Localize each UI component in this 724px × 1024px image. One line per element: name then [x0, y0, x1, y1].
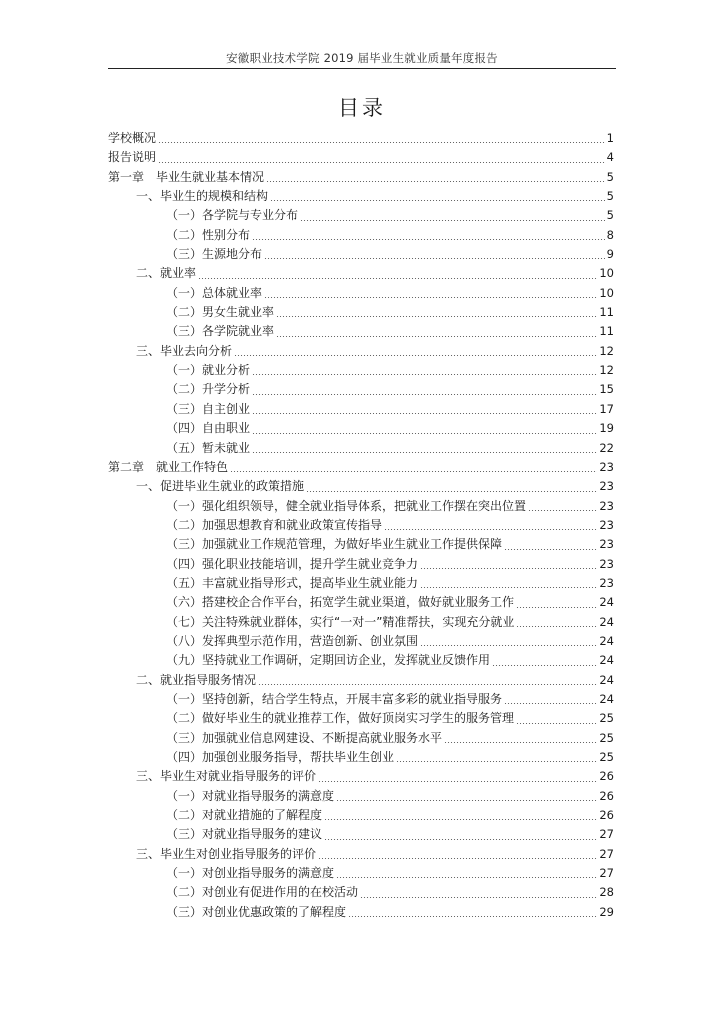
- toc-page-number: 5: [606, 169, 614, 184]
- toc-page-number: 27: [599, 866, 614, 881]
- toc-entry[interactable]: [108, 303, 614, 322]
- toc-dot-leader: [318, 858, 597, 859]
- toc-entry[interactable]: [108, 264, 614, 283]
- toc-page-number: 25: [599, 711, 614, 726]
- toc-entry[interactable]: [108, 690, 614, 709]
- toc-entry-label: （六）搭建校企合作平台，拓宽学生就业渠道，做好就业服务工作: [166, 595, 515, 610]
- toc-entry-label: （四）自由职业: [166, 421, 251, 436]
- toc-page-number: 23: [599, 498, 614, 513]
- toc-entry[interactable]: [108, 516, 614, 535]
- toc-entry[interactable]: [108, 284, 614, 303]
- toc-entry-label: 一、促进毕业生就业的政策措施: [136, 479, 305, 494]
- toc-entry-label: 二、就业率: [136, 266, 197, 281]
- toc-entry-label: （一）总体就业率: [166, 285, 263, 300]
- toc-page-number: 23: [599, 459, 614, 474]
- toc-entry[interactable]: [108, 148, 614, 167]
- toc-entry-label: （三）加强就业信息网建设、不断提高就业服务水平: [166, 730, 443, 745]
- toc-page-number: 23: [599, 556, 614, 571]
- running-header: 安徽职业技术学院 2019 届毕业生就业质量年度报告: [226, 51, 498, 65]
- toc-entry[interactable]: [108, 419, 614, 438]
- toc-entry-label: （四）加强创业服务指导，帮扶毕业生创业: [166, 750, 395, 764]
- toc-dot-leader: [384, 529, 597, 530]
- toc-entry[interactable]: [108, 671, 614, 690]
- toc-entry-label: （二）对就业措施的了解程度: [166, 808, 323, 823]
- toc-dot-leader: [420, 568, 597, 569]
- toc-dot-leader: [516, 723, 597, 724]
- toc-entry-label: 三、毕业生对创业指导服务的评价: [136, 846, 317, 861]
- toc-entry[interactable]: [108, 245, 614, 264]
- toc-entry[interactable]: [108, 342, 614, 361]
- header-rule: [108, 68, 616, 69]
- toc-page-number: 24: [599, 633, 614, 648]
- toc-entry[interactable]: [108, 458, 614, 477]
- toc-dot-leader: [504, 549, 597, 550]
- toc-entry[interactable]: [108, 187, 614, 206]
- toc-dot-leader: [504, 703, 597, 704]
- toc-page-number: 23: [599, 575, 614, 590]
- page-title: 目录: [338, 96, 386, 120]
- toc-dot-leader: [516, 607, 597, 608]
- toc-entry[interactable]: [108, 129, 614, 148]
- toc-page-number: 23: [599, 479, 614, 494]
- toc-page-number: 24: [599, 653, 614, 668]
- toc-entry-label: （九）坚持就业工作调研，定期回访企业，发挥就业反馈作用: [166, 653, 491, 668]
- toc-entry[interactable]: [108, 651, 614, 670]
- toc-entry-label: 一、毕业生的规模和结构: [136, 189, 269, 204]
- toc-entry-label: 三、毕业去向分析: [136, 343, 233, 358]
- toc-entry[interactable]: [108, 322, 614, 341]
- toc-entry-label: （八）发挥典型示范作用，营造创新、创业氛围: [166, 633, 419, 648]
- toc-entry-label: （二）升学分析: [166, 382, 251, 397]
- toc-page-number: 24: [599, 595, 614, 610]
- toc-page-number: 4: [606, 150, 614, 165]
- toc-dot-leader: [318, 781, 597, 782]
- toc-entry[interactable]: [108, 380, 614, 399]
- toc-dot-leader: [252, 452, 597, 453]
- toc-entry-label: （五）丰富就业指导形式，提高毕业生就业能力: [166, 575, 419, 590]
- toc-page-number: 19: [599, 421, 614, 436]
- toc-dot-leader: [336, 877, 597, 878]
- toc-entry[interactable]: [108, 206, 614, 225]
- toc-page-number: 17: [599, 401, 614, 416]
- toc-dot-leader: [528, 510, 597, 511]
- table-of-contents: [108, 129, 614, 922]
- toc-page-number: 10: [599, 266, 614, 281]
- toc-entry[interactable]: [108, 787, 614, 806]
- toc-dot-leader: [444, 742, 597, 743]
- toc-page-number: 23: [599, 517, 614, 532]
- toc-page-number: 26: [599, 788, 614, 803]
- toc-page-number: 11: [599, 324, 614, 339]
- toc-page-number: 24: [599, 691, 614, 706]
- toc-entry-label: （二）男女生就业率: [166, 305, 275, 320]
- toc-entry-label: 学校概况: [108, 131, 157, 145]
- toc-page-number: 26: [599, 769, 614, 784]
- toc-dot-leader: [252, 413, 597, 414]
- toc-entry-label: （一）就业分析: [166, 363, 251, 378]
- toc-entry-label: （二）加强思想教育和就业政策宣传指导: [166, 517, 383, 532]
- toc-page-number: 15: [599, 382, 614, 397]
- toc-entry[interactable]: [108, 883, 614, 902]
- toc-dot-leader: [270, 200, 605, 201]
- toc-dot-leader: [276, 336, 597, 337]
- toc-entry-label: （三）自主创业: [166, 401, 251, 416]
- toc-page-number: 5: [606, 189, 614, 204]
- toc-entry-label: 报告说明: [108, 150, 157, 165]
- toc-entry-label: （一）坚持创新，结合学生特点，开展丰富多彩的就业指导服务: [166, 691, 503, 706]
- toc-dot-leader: [348, 916, 597, 917]
- toc-entry[interactable]: [108, 767, 614, 786]
- toc-entry-label: （三）加强就业工作规范管理，为做好毕业生就业工作提供保障: [166, 537, 503, 552]
- toc-page-number: 23: [599, 537, 614, 552]
- toc-page-number: 26: [599, 808, 614, 823]
- toc-entry-label: （一）对创业指导服务的满意度: [166, 866, 335, 881]
- toc-entry[interactable]: [108, 864, 614, 883]
- toc-dot-leader: [276, 316, 597, 317]
- toc-entry-label: 二、就业指导服务情况: [136, 672, 257, 687]
- toc-page-number: 5: [606, 208, 614, 223]
- toc-page-number: 22: [599, 440, 614, 455]
- toc-entry[interactable]: [108, 825, 614, 844]
- toc-page-number: 25: [599, 750, 614, 764]
- toc-dot-leader: [336, 800, 597, 801]
- toc-entry[interactable]: [108, 593, 614, 612]
- toc-entry[interactable]: [108, 748, 614, 767]
- toc-entry[interactable]: [108, 400, 614, 419]
- toc-entry[interactable]: [108, 555, 614, 574]
- toc-entry-label: （三）生源地分布: [166, 247, 263, 262]
- toc-dot-leader: [306, 491, 597, 492]
- toc-entry-label: （四）强化职业技能培训，提升学生就业竞争力: [166, 556, 419, 571]
- toc-entry-label: （一）强化组织领导，健全就业指导体系，把就业工作摆在突出位置: [166, 498, 527, 513]
- toc-entry[interactable]: [108, 535, 614, 554]
- toc-page-number: 24: [599, 614, 614, 629]
- toc-entry[interactable]: [108, 729, 614, 748]
- toc-entry-label: 第二章 就业工作特色: [108, 459, 229, 474]
- toc-dot-leader: [252, 394, 597, 395]
- toc-page-number: 12: [599, 343, 614, 358]
- toc-entry[interactable]: [108, 903, 614, 922]
- toc-entry-label: （二）性别分布: [166, 227, 251, 242]
- toc-entry[interactable]: [108, 477, 614, 496]
- toc-dot-leader: [324, 819, 597, 820]
- toc-entry-label: （五）暂未就业: [166, 440, 251, 455]
- toc-dot-leader: [324, 839, 597, 840]
- toc-entry[interactable]: [108, 439, 614, 458]
- toc-entry[interactable]: [108, 497, 614, 516]
- toc-dot-leader: [264, 297, 597, 298]
- toc-page-number: 27: [599, 827, 614, 842]
- toc-page-number: 1: [606, 131, 614, 145]
- toc-dot-leader: [300, 220, 605, 221]
- toc-entry-label: （二）对创业有促进作用的在校活动: [166, 885, 359, 900]
- toc-page-number: 11: [599, 305, 614, 320]
- toc-page-number: 9: [606, 247, 614, 262]
- toc-entry-label: （一）各学院与专业分布: [166, 208, 299, 223]
- toc-dot-leader: [234, 355, 597, 356]
- toc-entry-label: （一）对就业指导服务的满意度: [166, 788, 335, 803]
- toc-entry[interactable]: [108, 806, 614, 825]
- toc-entry[interactable]: [108, 168, 614, 187]
- toc-dot-leader: [396, 761, 597, 762]
- toc-page-number: 24: [599, 672, 614, 687]
- toc-dot-leader: [252, 433, 597, 434]
- toc-entry[interactable]: [108, 632, 614, 651]
- toc-page-number: 25: [599, 730, 614, 745]
- toc-entry-label: 第一章 毕业生就业基本情况: [108, 169, 265, 184]
- toc-entry-label: （三）各学院就业率: [166, 324, 275, 339]
- toc-page-number: 12: [599, 363, 614, 378]
- toc-dot-leader: [516, 626, 597, 627]
- toc-dot-leader: [360, 897, 597, 898]
- toc-dot-leader: [252, 374, 597, 375]
- toc-page-number: 28: [599, 885, 614, 900]
- toc-entry[interactable]: [108, 613, 614, 632]
- toc-entry[interactable]: [108, 361, 614, 380]
- toc-dot-leader: [252, 239, 605, 240]
- toc-entry[interactable]: [108, 574, 614, 593]
- toc-dot-leader: [258, 684, 597, 685]
- toc-dot-leader: [266, 181, 605, 182]
- toc-entry-label: （七）关注特殊就业群体，实行“一对一”精准帮扶，实现充分就业: [166, 614, 515, 629]
- toc-dot-leader: [198, 278, 597, 279]
- toc-dot-leader: [264, 258, 605, 259]
- toc-dot-leader: [420, 587, 597, 588]
- toc-entry[interactable]: [108, 226, 614, 245]
- toc-entry[interactable]: [108, 709, 614, 728]
- toc-page-number: 8: [606, 227, 614, 242]
- toc-entry-label: （三）对就业指导服务的建议: [166, 827, 323, 842]
- toc-page-number: 10: [599, 285, 614, 300]
- toc-page-number: 27: [599, 846, 614, 861]
- toc-dot-leader: [230, 471, 597, 472]
- toc-entry-label: 三、毕业生对就业指导服务的评价: [136, 769, 317, 784]
- toc-entry-label: （三）对创业优惠政策的了解程度: [166, 904, 347, 919]
- toc-dot-leader: [420, 645, 597, 646]
- toc-dot-leader: [492, 665, 597, 666]
- toc-entry[interactable]: [108, 845, 614, 864]
- toc-entry-label: （二）做好毕业生的就业推荐工作，做好顶岗实习学生的服务管理: [166, 711, 515, 726]
- toc-dot-leader: [158, 162, 605, 163]
- toc-page-number: 29: [599, 904, 614, 919]
- toc-dot-leader: [158, 142, 605, 143]
